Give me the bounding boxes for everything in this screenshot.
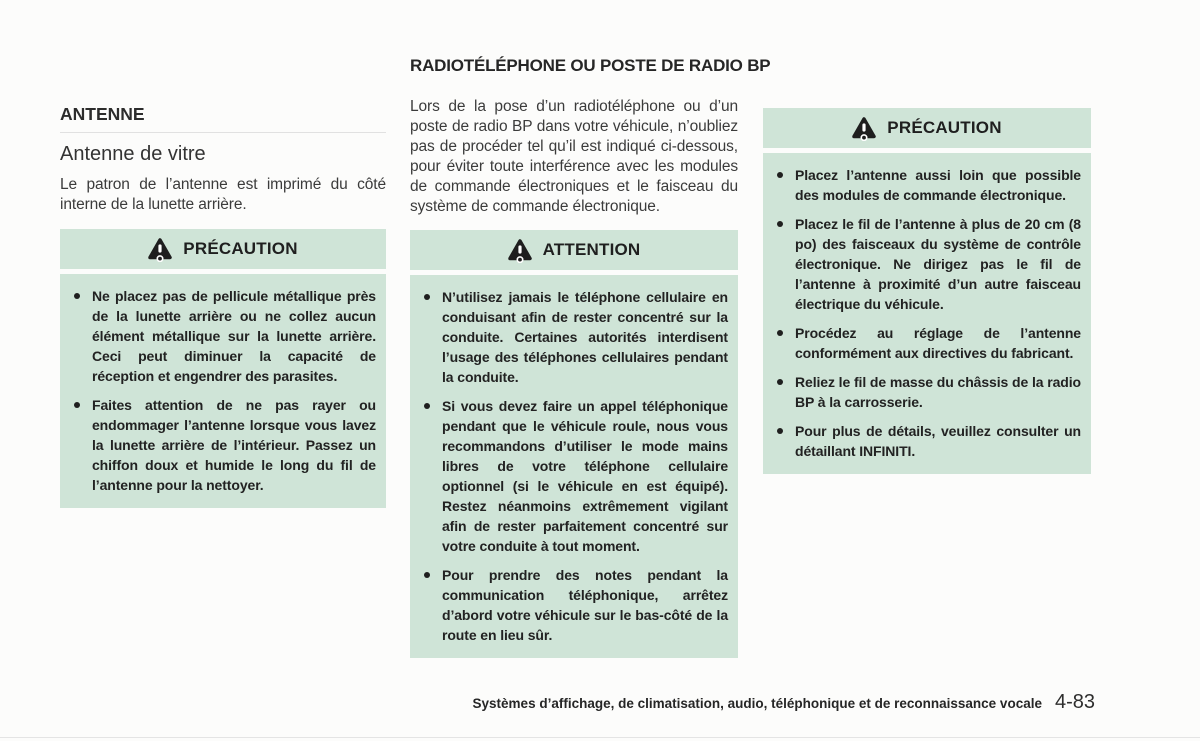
precaution-box-right xyxy=(763,108,1091,474)
page-footer xyxy=(473,691,1095,714)
warning-triangle-icon xyxy=(508,238,532,263)
middle-column xyxy=(410,97,738,658)
list-item-text: Pour plus de détails, veuillez consulter un détaillant INFINITI. xyxy=(795,423,1081,459)
list-item xyxy=(416,287,728,387)
list-item xyxy=(769,421,1081,461)
footer-page-number: 4-83 xyxy=(1054,691,1095,713)
list-item xyxy=(769,214,1081,314)
precaution-box-right-body xyxy=(763,153,1091,474)
bullet-icon xyxy=(777,172,783,178)
bullet-icon xyxy=(74,293,80,299)
precaution-box-left-title: PRÉCAUTION xyxy=(183,239,298,258)
list-item-text: N’utilisez jamais le téléphone cellulaire en conduisant afin de rester concentré sur la conduite. Certaines autorités interdisent l’usage des téléphones cellulaires pendant la conduite. xyxy=(442,289,728,385)
precaution-box-left-body xyxy=(60,274,386,508)
list-item-text: Si vous devez faire un appel téléphonique pendant que le véhicule roule, nous vous recommandons d’utiliser le mode mains libres de votre téléphone cellulaire optionnel (si le véhicule en est équipé). Restez néanmoins extrêmement vigilant afin de rester parfaitement concentré sur votre conduite à tout moment. xyxy=(442,398,728,554)
page-title: RADIOTÉLÉPHONE OU POSTE DE RADIO BP xyxy=(410,56,771,75)
precaution-box-right-title: PRÉCAUTION xyxy=(887,118,1002,137)
page-bottom-rule xyxy=(0,737,1200,738)
bullet-icon xyxy=(777,330,783,336)
list-item-text: Reliez le fil de masse du châssis de la radio BP à la carrosserie. xyxy=(795,374,1081,410)
list-item xyxy=(769,323,1081,363)
left-column xyxy=(60,104,386,508)
list-item xyxy=(769,372,1081,412)
attention-box-header xyxy=(410,230,738,270)
list-item xyxy=(769,165,1081,205)
attention-box xyxy=(410,230,738,658)
list-item-text: Procédez au réglage de l’antenne conformément aux directives du fabricant. xyxy=(795,325,1081,361)
footer-chapter-title: Systèmes d’affichage, de climatisation, audio, téléphonique et de reconnaissance vocale xyxy=(472,696,1042,711)
list-item xyxy=(416,396,728,556)
subsection-heading-antenne-de-vitre: Antenne de vitre xyxy=(60,143,206,165)
warning-triangle-icon xyxy=(852,116,876,141)
precaution-box-left xyxy=(60,229,386,508)
bullet-icon xyxy=(424,294,430,300)
bullet-icon xyxy=(777,221,783,227)
right-column xyxy=(763,108,1091,474)
bullet-icon xyxy=(74,402,80,408)
list-item-text: Placez l’antenne aussi loin que possible des modules de commande électronique. xyxy=(795,167,1081,203)
attention-box-title: ATTENTION xyxy=(542,240,641,259)
bullet-icon xyxy=(777,379,783,385)
list-item-text: Faites attention de ne pas rayer ou endommager l’antenne lorsque vous lavez la lunette arrière de l’intérieur. Passez un chiffon doux et humide le long du fil de l’antenne pour la nettoyer. xyxy=(92,397,376,493)
bullet-icon xyxy=(424,403,430,409)
attention-box-body xyxy=(410,275,738,658)
list-item-text: Ne placez pas de pellicule métallique près de la lunette arrière ou ne collez aucun élément métallique sur la lunette arrière. Ceci peut diminuer la capacité de réception et engendrer des parasites. xyxy=(92,288,376,384)
section-heading-antenne: ANTENNE xyxy=(60,104,386,133)
list-item-text: Placez le fil de l’antenne à plus de 20 cm (8 po) des faisceaux du système de contrôle électronique. Ne dirigez pas le fil de l’antenne à proximité d’un autre faisceau électrique du véhicule. xyxy=(795,216,1081,312)
bullet-icon xyxy=(424,572,430,578)
list-item xyxy=(66,286,376,386)
antenne-paragraph: Le patron de l’antenne est imprimé du côté interne de la lunette arrière. xyxy=(60,176,386,213)
precaution-box-right-header xyxy=(763,108,1091,148)
bullet-icon xyxy=(777,428,783,434)
list-item xyxy=(66,395,376,495)
warning-triangle-icon xyxy=(148,237,172,262)
list-item xyxy=(416,565,728,645)
list-item-text: Pour prendre des notes pendant la communication téléphonique, arrêtez d’abord votre véhicule sur le bas-côté de la route en lieu sûr. xyxy=(442,567,728,643)
precaution-box-left-header xyxy=(60,229,386,269)
radio-intro-paragraph: Lors de la pose d’un radiotéléphone ou d’un poste de radio BP dans votre véhicule, n’oubliez pas de procéder tel qu’il est indiqué ci-dessous, pour éviter toute interférence avec les modules de commande électroniques et le faisceau du système de commande électronique. xyxy=(410,98,738,215)
